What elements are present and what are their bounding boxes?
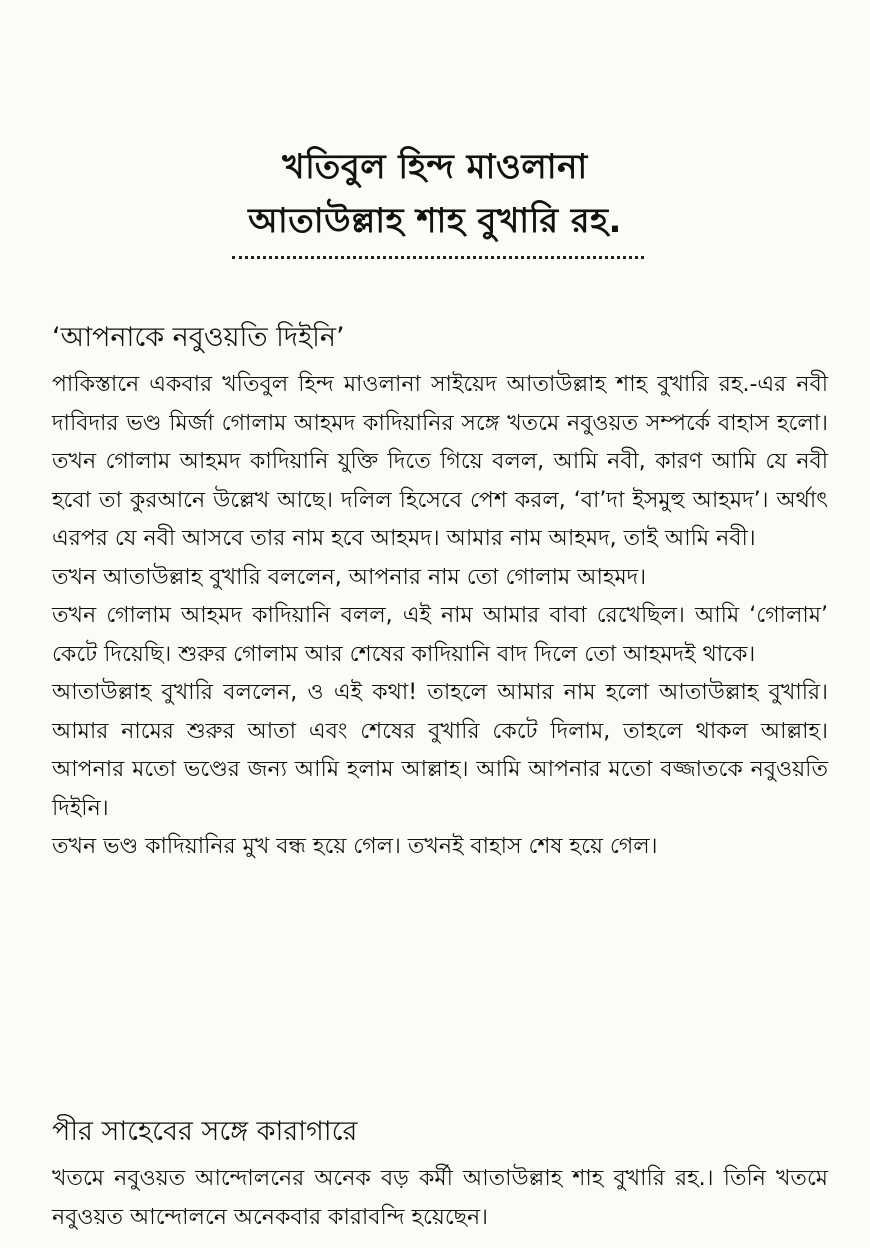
paragraph: আতাউল্লাহ বুখারি বললেন, ও এই কথা! তাহলে আমার নাম হলো আতাউল্লাহ বুখারি। আমার নামের শুরুর আতা এবং শেষের বুখারি কেটে দিলাম, তাহলে থাকল আল্লাহ। আপনার মতো ভণ্ডের জন্য আমি হলাম আল্লাহ। আমি আপনার মতো বজ্জাতকে নবুওয়তি দিইনি।: [52, 680, 828, 821]
chapter-title-line-2: আতাউল্লাহ শাহ বুখারি রহ.: [248, 201, 622, 241]
title-dotted-divider: [232, 256, 644, 259]
section-story-1: [52, 318, 828, 867]
chapter-title-line-1: খতিবুল হিন্দ মাওলানা: [282, 147, 588, 187]
section-heading: পীর সাহেবের সঙ্গে কারাগারে: [52, 1116, 358, 1147]
paragraph: পাকিস্তানে একবার খতিবুল হিন্দ মাওলানা সাইয়েদ আতাউল্লাহ শাহ বুখারি রহ.-এর নবী দাবিদার ভণ্ড মির্জা গোলাম আহমদ কাদিয়ানির সঙ্গে খতমে নবুওয়ত সম্পর্কে বাহাস হলো। তখন গোলাম আহমদ কাদিয়ানি যুক্তি দিতে গিয়ে বলল, আমি নবী, কারণ আমি যে নবী হবো তা কুরআনে উল্লেখ আছে। দলিল হিসেবে পেশ করল, ‘বা’দা ইসমুহু আহমদ’। অর্থাৎ এরপর যে নবী আসবে তার নাম হবে আহমদ। আমার নাম আহমদ, তাই আমি নবী।: [52, 372, 828, 551]
paragraph: তখন গোলাম আহমদ কাদিয়ানি বলল, এই নাম আমার বাবা রেখেছিল। আমি ‘গোলাম’ কেটে দিয়েছি। শুরুর গোলাম আর শেষের কাদিয়ানি বাদ দিলে তো আহমদই থাকে।: [52, 603, 828, 667]
chapter-title: [0, 140, 870, 248]
paragraph: তখন আতাউল্লাহ বুখারি বললেন, আপনার নাম তো গোলাম আহমদ।: [52, 564, 647, 590]
section-story-2: [52, 1112, 828, 1237]
paragraph: তখন ভণ্ড কাদিয়ানির মুখ বন্ধ হয়ে গেল। তখনই বাহাস শেষ হয়ে গেল।: [52, 834, 658, 859]
section-heading: ‘আপনাকে নবুওয়তি দিইনি’: [52, 322, 345, 353]
paragraph: খতমে নবুওয়ত আন্দোলনের অনেক বড় কর্মী আতাউল্লাহ শাহ বুখারি রহ.। তিনি খতমে নবুওয়ত আন্দোলনে অনেকবার কারাবন্দি হয়েছেন।: [52, 1166, 828, 1230]
